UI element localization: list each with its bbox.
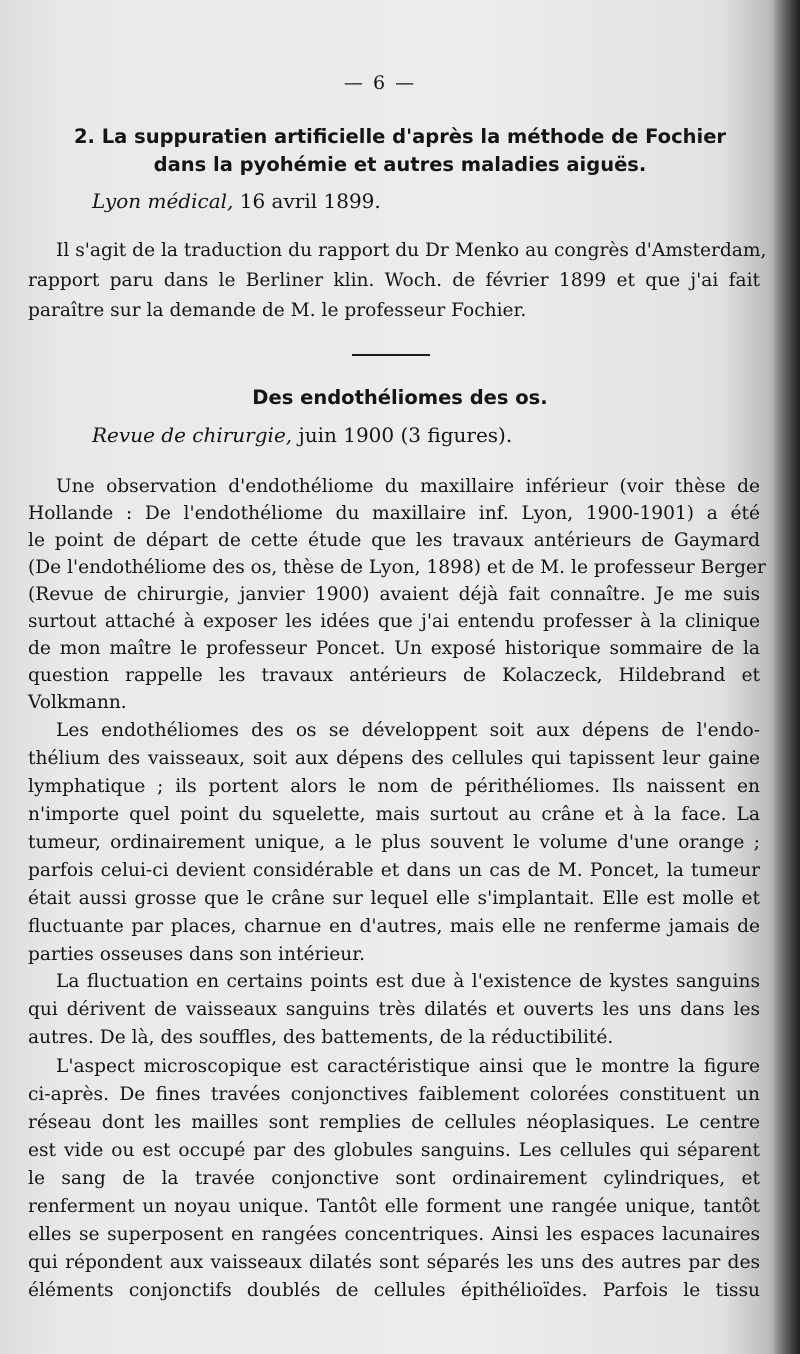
entry2-citation-date: juin 1900 (3 figures). [298, 423, 513, 447]
entry2-body-line: autres. De là, des souffles, des battements, de la réductibilité. [28, 1027, 614, 1048]
entry2-title: Des endothéliomes des os. [252, 386, 548, 409]
entry2-body-line: parfois celui-ci devient considérable et dans un cas de M. Poncet, la tumeur [28, 860, 760, 881]
entry2-body-line: le point de départ de cette étude que les travaux antérieurs de Gaymard [28, 530, 760, 551]
entry2-body-line: de mon maître le professeur Poncet. Un exposé historique sommaire de la [28, 638, 760, 659]
entry2-body-line: tumeur, ordinairement unique, a le plus souvent le volume d'une orange ; [28, 832, 760, 853]
entry1-citation-journal: Lyon médical, [92, 189, 234, 213]
entry2-body-line: L'aspect microscopique est caractéristique ainsi que le montre la figure [56, 1056, 760, 1077]
entry1-body-line: Il s'agit de la traduction du rapport du Dr Menko au congrès d'Amsterdam, [56, 240, 767, 261]
entry2-body-line: réseau dont les mailles sont remplies de cellules néoplasiques. Le centre [28, 1112, 760, 1133]
entry2-citation [92, 423, 512, 447]
entry2-body-line: Volkmann. [28, 692, 127, 713]
entry2-body-line: surtout attaché à exposer les idées que j'ai entendu professer à la clinique [28, 611, 760, 632]
entry1-title-line2: dans la pyohémie et autres maladies aiguës. [153, 153, 647, 176]
entry2-body-line: était aussi grosse que le crâne sur lequel elle s'implantait. Elle est molle et [28, 888, 760, 909]
entry1-citation [92, 189, 381, 213]
entry2-body-line: qui dérivent de vaisseaux sanguins très dilatés et ouverts les uns dans les [28, 999, 760, 1020]
entry1-body-line: rapport paru dans le Berliner klin. Woch. de février 1899 et que j'ai fait [28, 270, 760, 291]
entry2-body-line: ci-après. De fines travées conjonctives faiblement colorées constituent un [28, 1084, 760, 1105]
entry1-body-line: paraître sur la demande de M. le professeur Fochier. [28, 300, 527, 321]
entry2-body-line: La fluctuation en certains points est due à l'existence de kystes sanguins [56, 971, 760, 992]
entry2-body-line: question rappelle les travaux antérieurs de Kolaczeck, Hildebrand et [28, 665, 760, 686]
entry2-body-line: le sang de la travée conjonctive sont ordinairement cylindriques, et [28, 1168, 760, 1189]
entry1-title-line1: 2. La suppuratien artificielle d'après la méthode de Fochier [73, 125, 727, 148]
entry2-body-line: est vide ou est occupé par des globules sanguins. Les cellules qui séparent [28, 1140, 760, 1161]
entry2-body-line: n'importe quel point du squelette, mais surtout au crâne et à la face. La [28, 804, 760, 825]
page-number: — 6 — [343, 72, 417, 94]
entry2-body-line: thélium des vaisseaux, soit aux dépens des cellules qui tapissent leur gaine [28, 748, 760, 769]
entry2-citation-journal: Revue de chirurgie, [92, 423, 293, 447]
section-divider [352, 354, 430, 356]
entry2-body-line: fluctuante par places, charnue en d'autres, mais elle ne renferme jamais de [28, 916, 760, 937]
entry2-body-line: parties osseuses dans son intérieur. [28, 944, 366, 965]
entry2-body-line: qui répondent aux vaisseaux dilatés sont séparés les uns des autres par des [28, 1252, 760, 1273]
entry2-body-line: éléments conjonctifs doublés de cellules épithélioïdes. Parfois le tissu [28, 1280, 760, 1301]
entry1-citation-date: 16 avril 1899. [239, 189, 381, 213]
entry2-body-line: (De l'endothéliome des os, thèse de Lyon, 1898) et de M. le professeur Berger [28, 557, 766, 578]
entry2-body-line: lymphatique ; ils portent alors le nom de périthéliomes. Ils naissent en [28, 776, 760, 797]
book-spine-shadow [772, 0, 800, 1354]
entry2-body-line: Hollande : De l'endothéliome du maxillaire inf. Lyon, 1900-1901) a été [28, 503, 760, 524]
entry2-body-line: Les endothéliomes des os se développent soit aux dépens de l'endo- [56, 720, 760, 741]
entry2-body-line: renferment un noyau unique. Tantôt elle forment une rangée unique, tantôt [28, 1196, 760, 1217]
entry2-body-line: elles se superposent en rangées concentriques. Ainsi les espaces lacunaires [28, 1224, 760, 1245]
entry2-body-line: Une observation d'endothéliome du maxillaire inférieur (voir thèse de [56, 476, 760, 497]
entry2-body-line: (Revue de chirurgie, janvier 1900) avaient déjà fait connaître. Je me suis [28, 584, 760, 605]
